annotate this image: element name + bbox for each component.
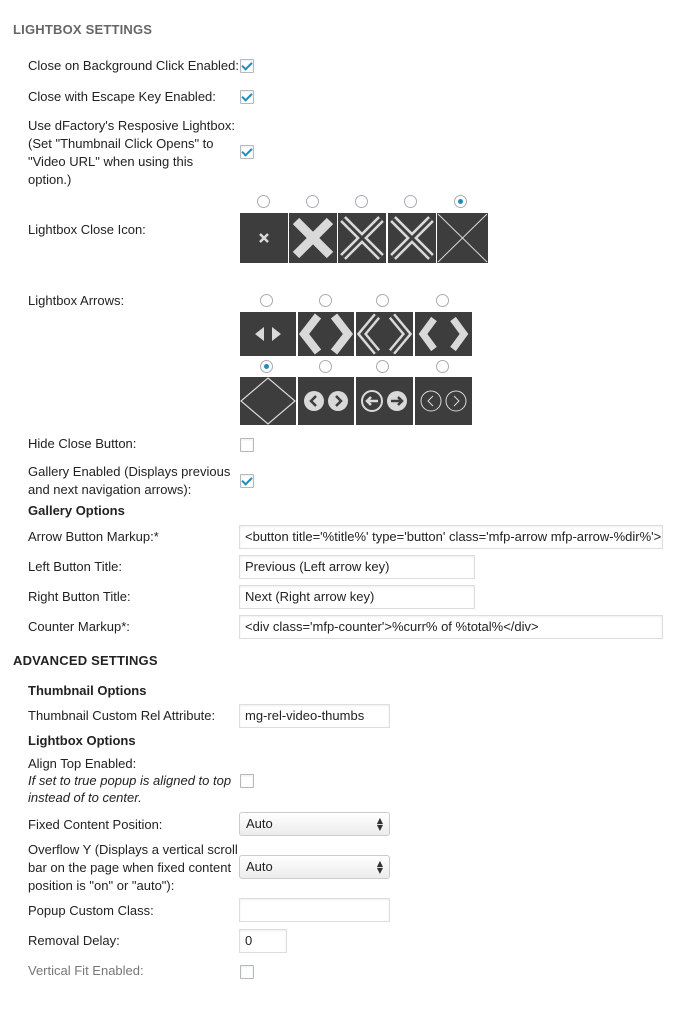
rel-attribute-label: Thumbnail Custom Rel Attribute:: [28, 708, 216, 723]
align-top-desc-line2: instead of to center.: [28, 790, 142, 805]
close-icon-radio-3[interactable]: [355, 195, 368, 208]
overflow-value: Auto: [246, 859, 273, 874]
close-icon-radio-2[interactable]: [306, 195, 319, 208]
lightbox-options-title: Lightbox Options: [28, 733, 136, 748]
arrow-radio-6[interactable]: [319, 360, 332, 373]
overflow-label-line1: Overflow Y (Displays a vertical scroll: [28, 842, 238, 857]
responsive-label-line1: Use dFactory's Resposive Lightbox:: [28, 118, 235, 133]
arrows-label: Lightbox Arrows:: [28, 293, 125, 308]
close-icon-radio-1[interactable]: [257, 195, 270, 208]
outline-x-icon-2[interactable]: [388, 213, 436, 263]
left-title-label: Left Button Title:: [28, 559, 122, 574]
arrow-radio-4[interactable]: [436, 294, 449, 307]
close-esc-label: Close with Escape Key Enabled:: [28, 89, 216, 104]
gallery-options-title: Gallery Options: [28, 503, 125, 518]
thin-x-icon[interactable]: [437, 213, 488, 263]
arrow-markup-label: Arrow Button Markup:*: [28, 529, 159, 544]
vertical-fit-label: Vertical Fit Enabled:: [28, 963, 144, 978]
responsive-label-line3: "Video URL" when using this: [28, 154, 194, 169]
close-icon-radio-4[interactable]: [404, 195, 417, 208]
thin-circle-chevrons-icon[interactable]: [415, 377, 472, 425]
arrow-radio-1[interactable]: [260, 294, 273, 307]
advanced-settings-title: ADVANCED SETTINGS: [13, 653, 158, 668]
close-icon-radio-5[interactable]: [454, 195, 467, 208]
small-x-icon[interactable]: [240, 213, 288, 263]
thick-x-icon[interactable]: [289, 213, 337, 263]
fixed-position-label: Fixed Content Position:: [28, 817, 163, 832]
right-title-input[interactable]: Next (Right arrow key): [239, 585, 475, 609]
thumbnail-options-title: Thumbnail Options: [28, 683, 147, 698]
arrow-radio-8[interactable]: [436, 360, 449, 373]
rel-attribute-input[interactable]: mg-rel-video-thumbs: [239, 704, 390, 728]
responsive-checkbox[interactable]: [240, 145, 254, 159]
fixed-position-select[interactable]: [239, 812, 390, 836]
vertical-fit-checkbox[interactable]: [240, 965, 254, 979]
close-icon-label: Lightbox Close Icon:: [28, 222, 146, 237]
counter-input[interactable]: <div class='mfp-counter'>%curr% of %total%</div>: [239, 615, 663, 639]
counter-label: Counter Markup*:: [28, 619, 130, 634]
circle-chevrons-icon[interactable]: [298, 377, 354, 425]
hide-close-checkbox[interactable]: [240, 438, 254, 452]
responsive-label-line4: option.): [28, 172, 72, 187]
chevron-diamond-icon[interactable]: [298, 312, 354, 356]
overflow-label-line3: position is "on" or "auto"):: [28, 878, 175, 893]
hide-close-label: Hide Close Button:: [28, 436, 137, 451]
select-arrows-icon: ▲ ▼: [376, 859, 383, 875]
arrow-radio-2[interactable]: [319, 294, 332, 307]
arrow-markup-input[interactable]: <button title='%title%' type='button' class='mfp-arrow mfp-arrow-%dir%'>: [239, 525, 663, 549]
responsive-label-line2: (Set "Thumbnail Click Opens" to: [28, 136, 214, 151]
close-bg-checkbox[interactable]: [240, 59, 254, 73]
overflow-label-line2: bar on the page when fixed content: [28, 860, 232, 875]
removal-delay-input[interactable]: 0: [239, 929, 287, 953]
popup-class-input[interactable]: [239, 898, 390, 922]
gallery-label-line1: Gallery Enabled (Displays previous: [28, 464, 231, 479]
close-bg-label: Close on Background Click Enabled:: [28, 58, 240, 73]
overflow-select[interactable]: [239, 855, 390, 879]
align-top-checkbox[interactable]: [240, 774, 254, 788]
arrow-radio-7[interactable]: [376, 360, 389, 373]
outline-x-icon[interactable]: [338, 213, 386, 263]
gallery-label-line2: and next navigation arrows):: [28, 482, 192, 497]
align-top-desc-line1: If set to true popup is aligned to top: [28, 773, 232, 788]
circle-arrows-icon[interactable]: [356, 377, 413, 425]
select-arrows-icon: ▲ ▼: [376, 816, 383, 832]
outline-diamond-icon[interactable]: [356, 312, 413, 356]
popup-class-label: Popup Custom Class:: [28, 903, 154, 918]
align-top-label: Align Top Enabled:: [28, 756, 137, 771]
arrow-radio-5[interactable]: [260, 360, 273, 373]
diamond-outline-icon[interactable]: [240, 377, 296, 425]
left-title-input[interactable]: Previous (Left arrow key): [239, 555, 475, 579]
removal-delay-label: Removal Delay:: [28, 933, 120, 948]
triangle-arrows-icon[interactable]: [240, 312, 296, 356]
lightbox-settings-title: LIGHTBOX SETTINGS: [13, 22, 153, 37]
gallery-checkbox[interactable]: [240, 474, 254, 488]
right-title-label: Right Button Title:: [28, 589, 131, 604]
arrow-radio-3[interactable]: [376, 294, 389, 307]
close-esc-checkbox[interactable]: [240, 90, 254, 104]
fixed-position-value: Auto: [246, 816, 273, 831]
chevron-arrows-icon[interactable]: [415, 312, 472, 356]
